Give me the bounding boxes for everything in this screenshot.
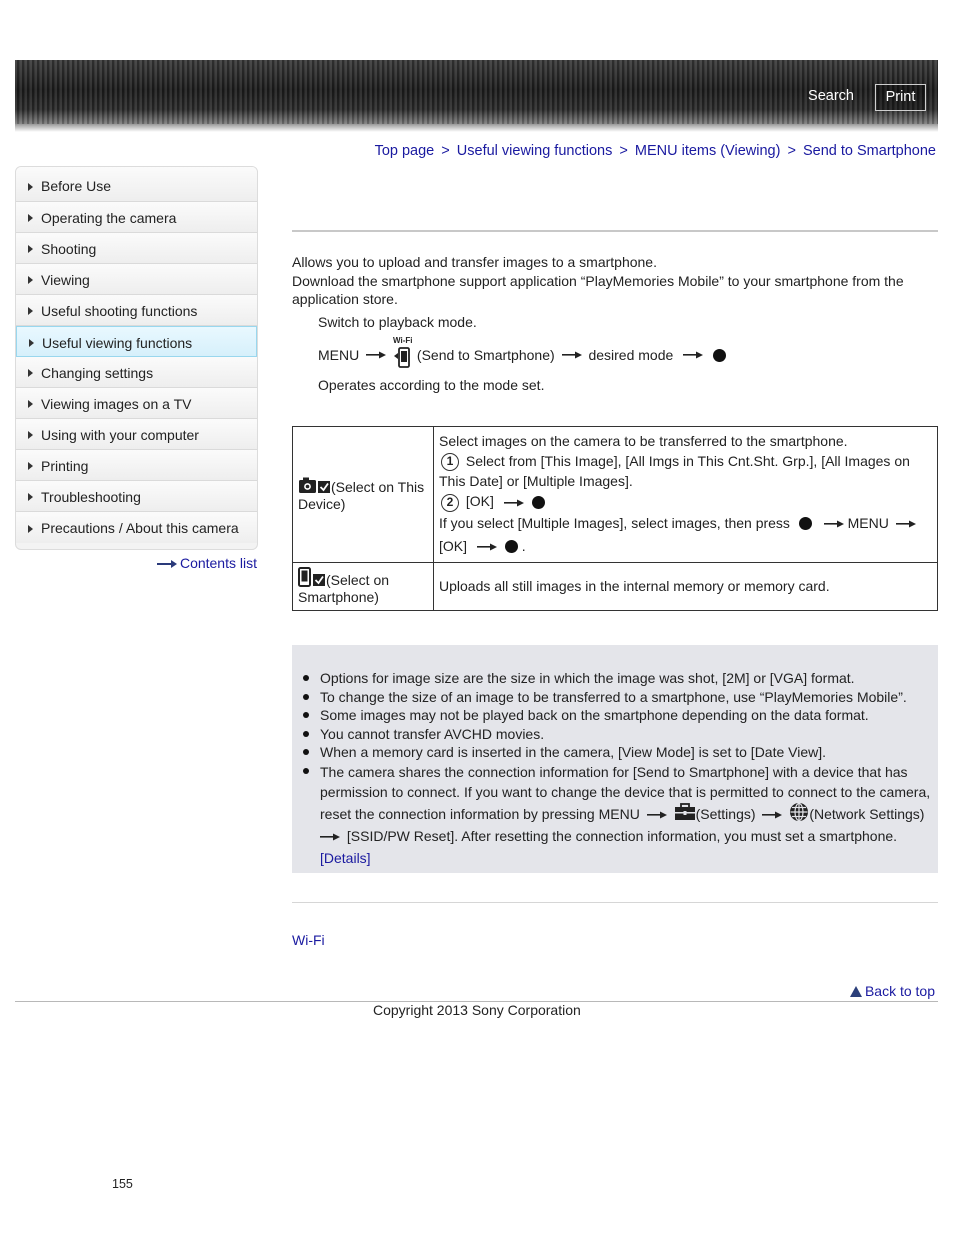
triangle-right-icon [28,369,33,377]
triangle-right-icon [28,276,33,284]
center-button-icon [532,496,545,509]
description-text: Select from [This Image], [All Imgs in This Cnt.Sht. Grp.], [All Images on This Date] or [Multiple Images]. [439,453,910,490]
contents-list-link[interactable] [157,555,257,571]
title-divider [292,230,938,232]
bullet-icon [303,694,309,700]
description-text: . [521,537,526,554]
related-wifi-link[interactable]: Wi-Fi [292,932,325,948]
sidebar-item-label: Useful shooting functions [41,303,198,319]
sidebar-item-useful-shooting-functions[interactable] [16,295,257,326]
page-number: 155 [112,1177,133,1191]
note-text: (Settings) [695,805,756,822]
bullet-icon [303,749,309,755]
mode-label: (Select on This Device) [298,478,425,512]
mode-cell-select-on-smartphone [293,562,434,610]
note-text: When a memory card is inserted in the camera, [View Mode] is set to [Date View]. [320,744,827,760]
step-2-menu: MENU [318,347,360,363]
arrow-right-icon [647,811,667,819]
sidebar-item-label: Using with your computer [41,427,199,443]
sidebar-item-operating-the-camera[interactable] [16,202,257,233]
sidebar-item-before-use[interactable] [16,167,257,202]
list-item [302,706,932,725]
sidebar-item-label: Precautions / About this camera [41,520,239,536]
mode-table [292,426,938,611]
description-cell [434,562,938,610]
center-button-icon [799,517,812,530]
sidebar-item-using-with-your-computer[interactable] [16,419,257,450]
sidebar-item-troubleshooting[interactable] [16,481,257,512]
sidebar-item-viewing[interactable] [16,264,257,295]
arrow-right-icon [683,351,703,359]
triangle-right-icon [28,245,33,253]
triangle-right-icon [28,307,33,315]
mode-label: (Select on Smartphone) [298,571,390,605]
list-item [302,743,932,762]
search-link[interactable]: Search [808,88,854,104]
step-3-text: Operates according to the mode set. [318,377,545,393]
arrow-right-icon [477,543,497,551]
sidebar-item-changing-settings[interactable] [16,357,257,388]
toolbox-icon [674,803,696,821]
sidebar-item-printing[interactable] [16,450,257,481]
note-text: To change the size of an image to be transferred to a smartphone, use “PlayMemories Mobile”. [320,688,907,705]
description-line [439,451,932,491]
description-text: [OK] [439,537,468,554]
step-3 [318,377,544,393]
arrow-right-icon [896,520,916,528]
sidebar-item-label: Printing [41,458,89,474]
bullet-icon [303,675,309,681]
sidebar-item-label: Shooting [41,241,97,257]
description-text: MENU [847,514,889,531]
step-1-text: Switch to playback mode. [318,314,477,330]
back-to-top-label: Back to top [864,983,935,999]
sidebar-nav [15,166,258,550]
breadcrumb-top-page[interactable]: Top page [374,143,435,159]
header-fade [15,124,938,132]
intro-text [292,253,932,309]
breadcrumb [375,143,936,159]
header-bar [15,60,938,126]
copyright-text: Copyright 2013 Sony Corporation [373,1002,581,1018]
arrow-right-icon [157,560,177,568]
breadcrumb-separator: > [619,143,628,159]
mode-cell-select-on-this-device [293,427,434,563]
arrow-right-icon [824,520,844,528]
note-text: [SSID/PW Reset]. After resetting the connection information, you must set a smartphone. [346,827,898,844]
note-text: Options for image size are the size in which the image was shot, [2M] or [VGA] format. [320,670,855,686]
arrow-right-icon [762,811,782,819]
sidebar-item-useful-viewing-functions[interactable] [16,326,257,357]
description-text: [OK] [465,493,494,510]
table-row [293,562,938,610]
wifi-icon-label: Wi-Fi [393,336,413,345]
arrow-right-icon [320,833,340,841]
camera-check-icon [298,476,331,494]
list-item [302,688,932,707]
description-text: Uploads all still images in the internal memory or memory card. [439,578,830,595]
sidebar-item-viewing-images-on-a-tv[interactable] [16,388,257,419]
intro-line-1: Allows you to upload and transfer images to a smartphone. [292,254,657,270]
sidebar-item-label: Viewing images on a TV [41,396,192,412]
description-cell [434,427,938,563]
triangle-right-icon [28,214,33,222]
bullet-icon [303,768,309,774]
triangle-right-icon [28,431,33,439]
list-item [302,669,932,688]
notes-list [302,669,932,868]
step-2-send-to-smartphone: (Send to Smartphone) [416,347,555,363]
description-line [439,491,932,511]
arrow-right-icon [366,351,386,359]
step-1 [318,314,477,330]
table-row [293,427,938,563]
breadcrumb-separator: > [441,143,450,159]
section-divider [292,902,938,903]
triangle-right-icon [28,400,33,408]
triangle-right-icon [28,493,33,501]
up-arrow-icon [850,986,862,997]
list-item [302,725,932,744]
description-line [439,512,932,558]
bullet-icon [303,712,309,718]
center-button-icon [505,540,518,553]
wifi-send-icon [393,337,413,373]
number-1-icon: 1 [441,453,459,471]
sidebar-item-label: Changing settings [41,365,154,381]
sidebar-item-label: Operating the camera [41,210,177,226]
details-link[interactable]: [Details] [320,849,371,866]
description-text: If you select [Multiple Images], select images, then press [439,514,790,531]
breadcrumb-useful-viewing-functions[interactable]: Useful viewing functions [456,143,613,159]
triangle-right-icon [28,525,33,533]
triangle-right-icon [29,339,34,347]
description-line: Select images on the camera to be transferred to the smartphone. [439,433,848,449]
list-item [302,762,932,868]
sidebar-item-precautions[interactable] [16,512,257,543]
intro-line-2: Download the smartphone support application “PlayMemories Mobile” to your smartphone from the application store. [292,272,904,307]
bullet-icon [303,731,309,737]
smartphone-check-icon [298,567,326,587]
sidebar-item-label: Useful viewing functions [42,335,193,351]
arrow-right-icon [504,499,524,507]
note-text: Some images may not be played back on the smartphone depending on the data format. [320,707,869,723]
globe-icon [789,802,809,822]
note-text: You cannot transfer AVCHD movies. [320,725,545,742]
triangle-right-icon [28,462,33,470]
notes-box [292,645,938,873]
print-button[interactable]: Print [875,84,926,111]
arrow-right-icon [562,351,582,359]
triangle-right-icon [28,183,33,191]
sidebar-item-label: Before Use [41,178,112,194]
sidebar-item-label: Viewing [41,272,90,288]
back-to-top-link[interactable] [850,983,935,999]
note-text: The camera shares the connection information for [Send to Smartphone] with a device that has permission to connect. If you want to change the device that is permitted to connect to the camera, reset the connection information by pressing MENU [320,763,931,822]
breadcrumb-separator: > [787,143,796,159]
note-text: (Network Settings) [809,805,925,822]
breadcrumb-menu-items-viewing[interactable]: MENU items (Viewing) [634,143,781,159]
sidebar-item-label: Troubleshooting [41,489,141,505]
step-2 [318,337,726,373]
breadcrumb-send-to-smartphone[interactable]: Send to Smartphone [802,143,936,159]
center-button-icon [713,349,726,362]
number-2-icon: 2 [441,494,459,512]
step-2-desired-mode: desired mode [588,347,674,363]
contents-list-label: Contents list [179,555,257,571]
sidebar-item-shooting[interactable] [16,233,257,264]
